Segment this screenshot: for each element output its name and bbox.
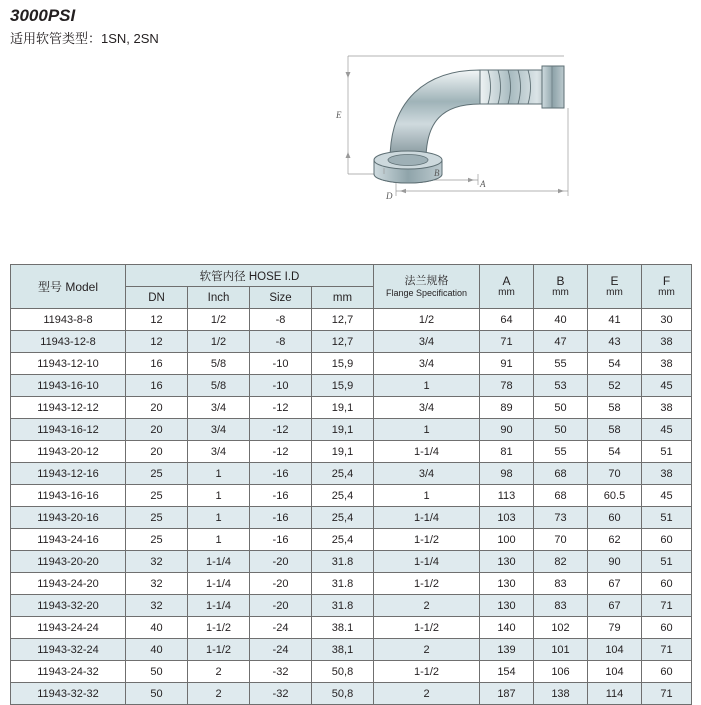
col-header-a-unit: mm (498, 287, 515, 298)
cell-dn: 40 (126, 639, 188, 661)
cell-dn: 50 (126, 683, 188, 705)
cell-mm: 25,4 (312, 485, 374, 507)
dimension-label-b: B (434, 168, 440, 178)
cell-flange: 1-1/2 (374, 661, 480, 683)
cell-inch: 1-1/2 (188, 617, 250, 639)
cell-mm: 38.1 (312, 617, 374, 639)
cell-a: 89 (480, 397, 534, 419)
cell-size: -16 (250, 463, 312, 485)
cell-f: 60 (642, 617, 692, 639)
cell-flange: 1-1/4 (374, 507, 480, 529)
cell-b: 83 (534, 573, 588, 595)
cell-a: 100 (480, 529, 534, 551)
table-row (11, 595, 692, 617)
cell-inch: 3/4 (188, 441, 250, 463)
cell-b: 68 (534, 485, 588, 507)
cell-f: 60 (642, 573, 692, 595)
cell-f: 38 (642, 353, 692, 375)
cell-mm: 31.8 (312, 551, 374, 573)
cell-dn: 20 (126, 419, 188, 441)
cell-inch: 1 (188, 507, 250, 529)
cell-b: 53 (534, 375, 588, 397)
specification-table-wrapper (10, 264, 691, 705)
cell-e: 67 (588, 595, 642, 617)
cell-model: 11943-16-16 (11, 485, 126, 507)
cell-b: 47 (534, 331, 588, 353)
cell-inch: 5/8 (188, 375, 250, 397)
cell-mm: 38,1 (312, 639, 374, 661)
cell-size: -16 (250, 507, 312, 529)
cell-inch: 3/4 (188, 397, 250, 419)
cell-size: -24 (250, 617, 312, 639)
cell-size: -32 (250, 661, 312, 683)
col-header-flange-cn: 法兰规格 (404, 274, 449, 287)
table-body (11, 309, 692, 705)
cell-model: 11943-24-16 (11, 529, 126, 551)
cell-a: 139 (480, 639, 534, 661)
cell-mm: 12,7 (312, 331, 374, 353)
col-header-b-letter: B (556, 274, 565, 288)
cell-inch: 1-1/2 (188, 639, 250, 661)
cell-b: 106 (534, 661, 588, 683)
cell-size: -12 (250, 397, 312, 419)
cell-flange: 2 (374, 639, 480, 661)
cell-dn: 12 (126, 309, 188, 331)
cell-f: 45 (642, 485, 692, 507)
cell-flange: 1-1/2 (374, 617, 480, 639)
cell-inch: 1-1/4 (188, 595, 250, 617)
table-row (11, 639, 692, 661)
cell-model: 11943-32-32 (11, 683, 126, 705)
cell-inch: 1 (188, 485, 250, 507)
cell-size: -10 (250, 375, 312, 397)
cell-b: 70 (534, 529, 588, 551)
cell-a: 71 (480, 331, 534, 353)
cell-size: -20 (250, 573, 312, 595)
cell-flange: 3/4 (374, 331, 480, 353)
cell-inch: 3/4 (188, 419, 250, 441)
cell-a: 140 (480, 617, 534, 639)
col-header-flange (374, 265, 480, 309)
cell-size: -8 (250, 309, 312, 331)
cell-mm: 15,9 (312, 353, 374, 375)
cell-e: 58 (588, 397, 642, 419)
cell-size: -10 (250, 353, 312, 375)
cell-mm: 15,9 (312, 375, 374, 397)
specification-table (10, 264, 692, 705)
cell-model: 11943-12-10 (11, 353, 126, 375)
table-row (11, 683, 692, 705)
table-row (11, 573, 692, 595)
cell-flange: 1 (374, 485, 480, 507)
col-header-a-letter: A (502, 274, 511, 288)
cell-f: 38 (642, 331, 692, 353)
cell-flange: 1-1/2 (374, 529, 480, 551)
cell-size: -16 (250, 529, 312, 551)
cell-flange: 3/4 (374, 353, 480, 375)
cell-dn: 20 (126, 397, 188, 419)
cell-inch: 2 (188, 661, 250, 683)
table-row (11, 419, 692, 441)
col-header-f (642, 265, 692, 309)
cell-a: 187 (480, 683, 534, 705)
cell-size: -20 (250, 595, 312, 617)
table-row (11, 551, 692, 573)
col-header-model: 型号 Model (11, 265, 126, 309)
cell-size: -24 (250, 639, 312, 661)
table-row (11, 441, 692, 463)
cell-dn: 25 (126, 485, 188, 507)
cell-e: 70 (588, 463, 642, 485)
cell-f: 30 (642, 309, 692, 331)
cell-a: 98 (480, 463, 534, 485)
table-row (11, 375, 692, 397)
cell-a: 130 (480, 551, 534, 573)
cell-flange: 3/4 (374, 397, 480, 419)
table-head (11, 265, 692, 309)
cell-size: -32 (250, 683, 312, 705)
col-header-a (480, 265, 534, 309)
cell-f: 51 (642, 507, 692, 529)
col-header-inch: Inch (188, 287, 250, 309)
cell-model: 11943-20-12 (11, 441, 126, 463)
cell-model: 11943-12-8 (11, 331, 126, 353)
cell-model: 11943-12-12 (11, 397, 126, 419)
cell-e: 79 (588, 617, 642, 639)
cell-dn: 25 (126, 463, 188, 485)
cell-b: 68 (534, 463, 588, 485)
page-subtitle: 适用软管类型：1SN, 2SN (10, 31, 159, 46)
cell-b: 138 (534, 683, 588, 705)
cell-e: 52 (588, 375, 642, 397)
col-header-size: Size (250, 287, 312, 309)
cell-b: 55 (534, 353, 588, 375)
cell-f: 51 (642, 441, 692, 463)
cell-flange: 1-1/4 (374, 551, 480, 573)
cell-inch: 5/8 (188, 353, 250, 375)
cell-flange: 1-1/2 (374, 573, 480, 595)
cell-e: 54 (588, 353, 642, 375)
table-row (11, 463, 692, 485)
cell-mm: 19,1 (312, 419, 374, 441)
col-header-e (588, 265, 642, 309)
cell-dn: 32 (126, 595, 188, 617)
cell-b: 73 (534, 507, 588, 529)
table-row (11, 331, 692, 353)
col-header-f-unit: mm (658, 287, 675, 298)
cell-flange: 2 (374, 595, 480, 617)
cell-b: 83 (534, 595, 588, 617)
cell-f: 71 (642, 595, 692, 617)
cell-model: 11943-8-8 (11, 309, 126, 331)
cell-model: 11943-32-20 (11, 595, 126, 617)
table-head-row-1 (11, 265, 692, 287)
cell-dn: 32 (126, 551, 188, 573)
cell-model: 11943-16-10 (11, 375, 126, 397)
cell-inch: 1-1/4 (188, 551, 250, 573)
cell-a: 113 (480, 485, 534, 507)
cell-mm: 50,8 (312, 683, 374, 705)
cell-f: 60 (642, 661, 692, 683)
table-row (11, 485, 692, 507)
cell-flange: 1-1/4 (374, 441, 480, 463)
cell-model: 11943-24-32 (11, 661, 126, 683)
table-row (11, 617, 692, 639)
cell-model: 11943-12-16 (11, 463, 126, 485)
page-title: 3000PSI (10, 6, 76, 25)
col-header-hose-id: 软管内径 HOSE I.D (126, 265, 374, 287)
cell-dn: 12 (126, 331, 188, 353)
cell-dn: 16 (126, 353, 188, 375)
cell-flange: 1 (374, 375, 480, 397)
cell-inch: 2 (188, 683, 250, 705)
cell-flange: 3/4 (374, 463, 480, 485)
cell-mm: 25,4 (312, 507, 374, 529)
cell-mm: 50,8 (312, 661, 374, 683)
cell-e: 67 (588, 573, 642, 595)
cell-a: 81 (480, 441, 534, 463)
cell-model: 11943-16-12 (11, 419, 126, 441)
cell-e: 54 (588, 441, 642, 463)
cell-a: 130 (480, 595, 534, 617)
cell-b: 82 (534, 551, 588, 573)
cell-f: 71 (642, 683, 692, 705)
dimension-label-e: E (336, 110, 342, 120)
table-row (11, 309, 692, 331)
cell-a: 91 (480, 353, 534, 375)
cell-f: 71 (642, 639, 692, 661)
cell-b: 50 (534, 397, 588, 419)
cell-e: 58 (588, 419, 642, 441)
cell-f: 51 (642, 551, 692, 573)
col-header-mm: mm (312, 287, 374, 309)
cell-size: -16 (250, 485, 312, 507)
cell-f: 38 (642, 463, 692, 485)
cell-a: 103 (480, 507, 534, 529)
cell-b: 50 (534, 419, 588, 441)
cell-model: 11943-32-24 (11, 639, 126, 661)
cell-model: 11943-20-20 (11, 551, 126, 573)
cell-a: 154 (480, 661, 534, 683)
cell-dn: 16 (126, 375, 188, 397)
cell-mm: 19,1 (312, 397, 374, 419)
cell-model: 11943-20-16 (11, 507, 126, 529)
table-row (11, 661, 692, 683)
cell-e: 41 (588, 309, 642, 331)
cell-model: 11943-24-20 (11, 573, 126, 595)
cell-a: 64 (480, 309, 534, 331)
cell-f: 45 (642, 419, 692, 441)
cell-mm: 12,7 (312, 309, 374, 331)
cell-e: 90 (588, 551, 642, 573)
cell-f: 45 (642, 375, 692, 397)
cell-dn: 20 (126, 441, 188, 463)
cell-mm: 25,4 (312, 463, 374, 485)
cell-size: -8 (250, 331, 312, 353)
cell-inch: 1 (188, 463, 250, 485)
cell-size: -12 (250, 441, 312, 463)
cell-size: -12 (250, 419, 312, 441)
cell-b: 101 (534, 639, 588, 661)
cell-e: 104 (588, 661, 642, 683)
cell-b: 102 (534, 617, 588, 639)
cell-b: 55 (534, 441, 588, 463)
cell-dn: 32 (126, 573, 188, 595)
col-header-e-letter: E (610, 274, 619, 288)
cell-model: 11943-24-24 (11, 617, 126, 639)
fitting-drawing (330, 48, 590, 208)
cell-dn: 25 (126, 507, 188, 529)
cell-dn: 25 (126, 529, 188, 551)
cell-inch: 1 (188, 529, 250, 551)
col-header-f-letter: F (662, 274, 671, 288)
cell-e: 43 (588, 331, 642, 353)
cell-e: 104 (588, 639, 642, 661)
col-header-flange-en: Flange Specification (385, 287, 468, 298)
cell-e: 60 (588, 507, 642, 529)
cell-e: 114 (588, 683, 642, 705)
cell-e: 60.5 (588, 485, 642, 507)
cell-dn: 40 (126, 617, 188, 639)
cell-size: -20 (250, 551, 312, 573)
cell-inch: 1/2 (188, 309, 250, 331)
cell-flange: 1 (374, 419, 480, 441)
cell-mm: 19,1 (312, 441, 374, 463)
dimension-label-d: D (386, 191, 393, 201)
cell-a: 130 (480, 573, 534, 595)
cell-inch: 1/2 (188, 331, 250, 353)
table-row (11, 353, 692, 375)
table-row (11, 397, 692, 419)
table-row (11, 507, 692, 529)
cell-mm: 31.8 (312, 573, 374, 595)
table-row (11, 529, 692, 551)
cell-flange: 1/2 (374, 309, 480, 331)
cell-inch: 1-1/4 (188, 573, 250, 595)
dimension-label-a: A (480, 179, 486, 189)
col-header-e-unit: mm (606, 287, 623, 298)
cell-a: 78 (480, 375, 534, 397)
col-header-b-unit: mm (552, 287, 569, 298)
cell-b: 40 (534, 309, 588, 331)
fitting-drawing-svg (330, 48, 590, 208)
cell-flange: 2 (374, 683, 480, 705)
col-header-dn: DN (126, 287, 188, 309)
cell-mm: 25,4 (312, 529, 374, 551)
cell-mm: 31.8 (312, 595, 374, 617)
cell-dn: 50 (126, 661, 188, 683)
cell-f: 60 (642, 529, 692, 551)
col-header-b (534, 265, 588, 309)
cell-e: 62 (588, 529, 642, 551)
cell-a: 90 (480, 419, 534, 441)
cell-f: 38 (642, 397, 692, 419)
